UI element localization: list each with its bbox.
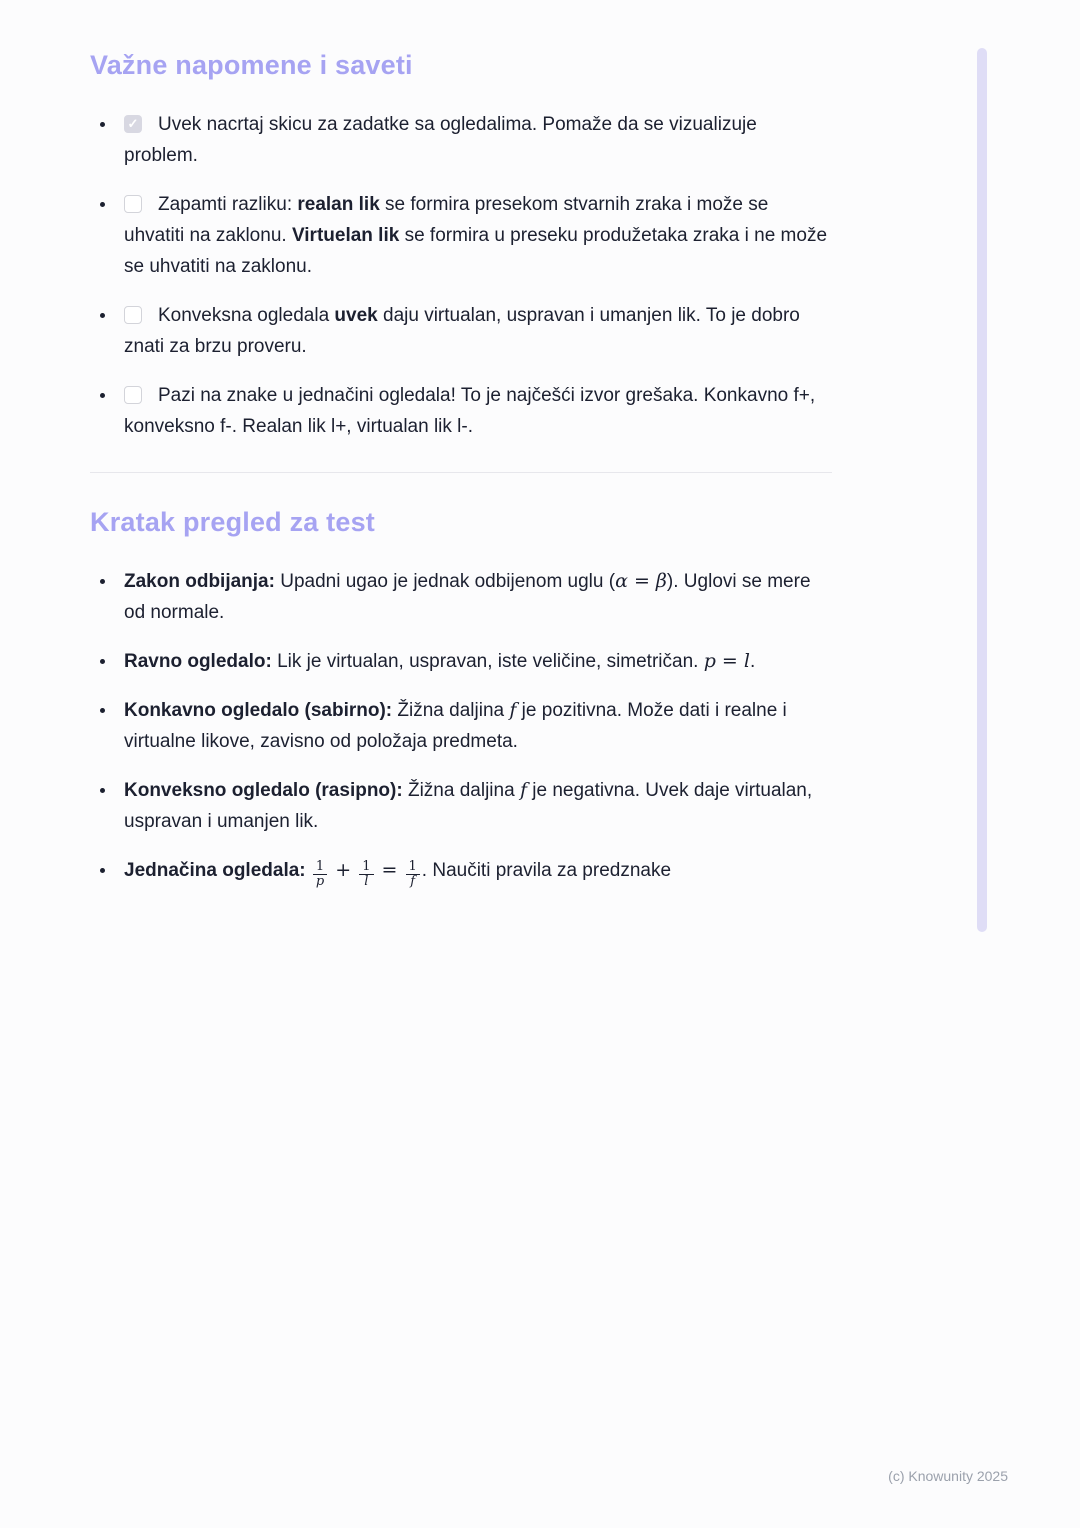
bullet-item [90, 695, 832, 757]
bullet-marker [100, 202, 105, 207]
text-segment: Konkavno ogledalo (sabirno): [124, 700, 393, 721]
text-segment: Zakon odbijanja: [124, 571, 275, 592]
text-segment: Zapamti razliku: [158, 194, 298, 215]
text-segment: p = l [703, 650, 750, 672]
text-segment: Konveksna ogledala [158, 305, 335, 326]
section-important-notes [90, 50, 832, 442]
bullet-item [90, 566, 832, 628]
section-title: Važne napomene i saveti [90, 50, 413, 80]
fraction-numerator: 1 [362, 859, 371, 874]
fraction-numerator: 1 [408, 859, 417, 874]
fraction-denominator: f [406, 874, 420, 889]
bullet-marker [100, 393, 105, 398]
scrollbar[interactable] [977, 48, 987, 932]
text-segment: se formira u preseku produžetaka zraka i ne može se uhvatiti na zaklonu. [124, 225, 828, 277]
text-segment: . Naučiti pravila za predznake [421, 860, 672, 881]
bullet-marker [100, 788, 105, 793]
checklist-item [90, 189, 832, 282]
text-segment: Ravno ogledalo: [124, 651, 272, 672]
bullet-list [90, 566, 832, 889]
checkbox-unchecked[interactable] [124, 386, 142, 404]
bullet-marker [100, 659, 105, 664]
checklist-item [90, 380, 832, 442]
text-segment: f [519, 779, 527, 801]
text-segment: se formira presekom stvarnih zraka i može se uhvatiti na zaklonu. [124, 194, 769, 246]
fraction-denominator: p [313, 874, 327, 889]
text-segment: Konveksno ogledalo (rasipno): [124, 780, 403, 801]
checklist [90, 109, 832, 442]
section-title: Kratak pregled za test [90, 507, 375, 537]
bullet-marker [100, 868, 105, 873]
text-segment: je pozitivna. Može dati i realne i virtualne likove, zavisno od položaja predmeta. [124, 700, 787, 752]
text-segment: α = β [615, 570, 667, 592]
bullet-item [90, 775, 832, 837]
text-segment: Žižna daljina [402, 780, 520, 801]
text-segment: Jednačina ogledala: [124, 860, 306, 881]
checkbox-unchecked[interactable] [124, 306, 142, 324]
fraction-denominator: l [359, 874, 373, 889]
bullet-marker [100, 313, 105, 318]
copyright-footer: (c) Knowunity 2025 [888, 1468, 1008, 1484]
section-quick-review [90, 507, 832, 889]
checklist-item [90, 300, 832, 362]
bullet-marker [100, 579, 105, 584]
divider [90, 472, 832, 473]
text-segment: f [509, 699, 517, 721]
text-segment: Pazi na znake u jednačini ogledala! To je najčešći izvor grešaka. Konkavno f+, konveksno f-. Realan lik l+, virtualan lik l-. [124, 385, 816, 437]
text-segment: uvek [334, 305, 378, 326]
checklist-item [90, 109, 832, 171]
checkbox-unchecked[interactable] [124, 195, 142, 213]
fraction [406, 860, 420, 889]
fraction [313, 860, 327, 889]
text-segment: daju virtualan, uspravan i umanjen lik. To je dobro znati za brzu proveru. [124, 305, 800, 357]
checkbox-checked[interactable] [124, 115, 142, 133]
bullet-marker [100, 122, 105, 127]
text-segment: Žižna daljina [392, 700, 510, 721]
text-segment: je negativna. Uvek daje virtualan, uspravan i umanjen lik. [124, 780, 813, 832]
text-segment: Virtuelan lik [291, 225, 400, 246]
notes-content [90, 50, 832, 907]
text-segment: = [375, 859, 404, 881]
bullet-marker [100, 708, 105, 713]
check-icon: ✓ [127, 116, 139, 131]
fraction [359, 860, 373, 889]
text-segment: ). Uglovi se mere od normale. [124, 571, 811, 623]
text-segment: realan lik [297, 194, 380, 215]
fraction-numerator: 1 [315, 859, 325, 874]
text-segment: Lik je virtualan, uspravan, iste veličine, simetričan. [271, 651, 704, 672]
text-segment: + [329, 859, 358, 881]
bullet-item [90, 855, 832, 889]
text-segment: Upadni ugao je jednak odbijenom uglu ( [274, 571, 616, 592]
text-segment: Uvek nacrtaj skicu za zadatke sa ogledalima. Pomaže da se vizualizuje problem. [124, 114, 757, 166]
text-segment: . [749, 651, 756, 672]
text-segment [306, 860, 311, 881]
bullet-item [90, 646, 832, 677]
